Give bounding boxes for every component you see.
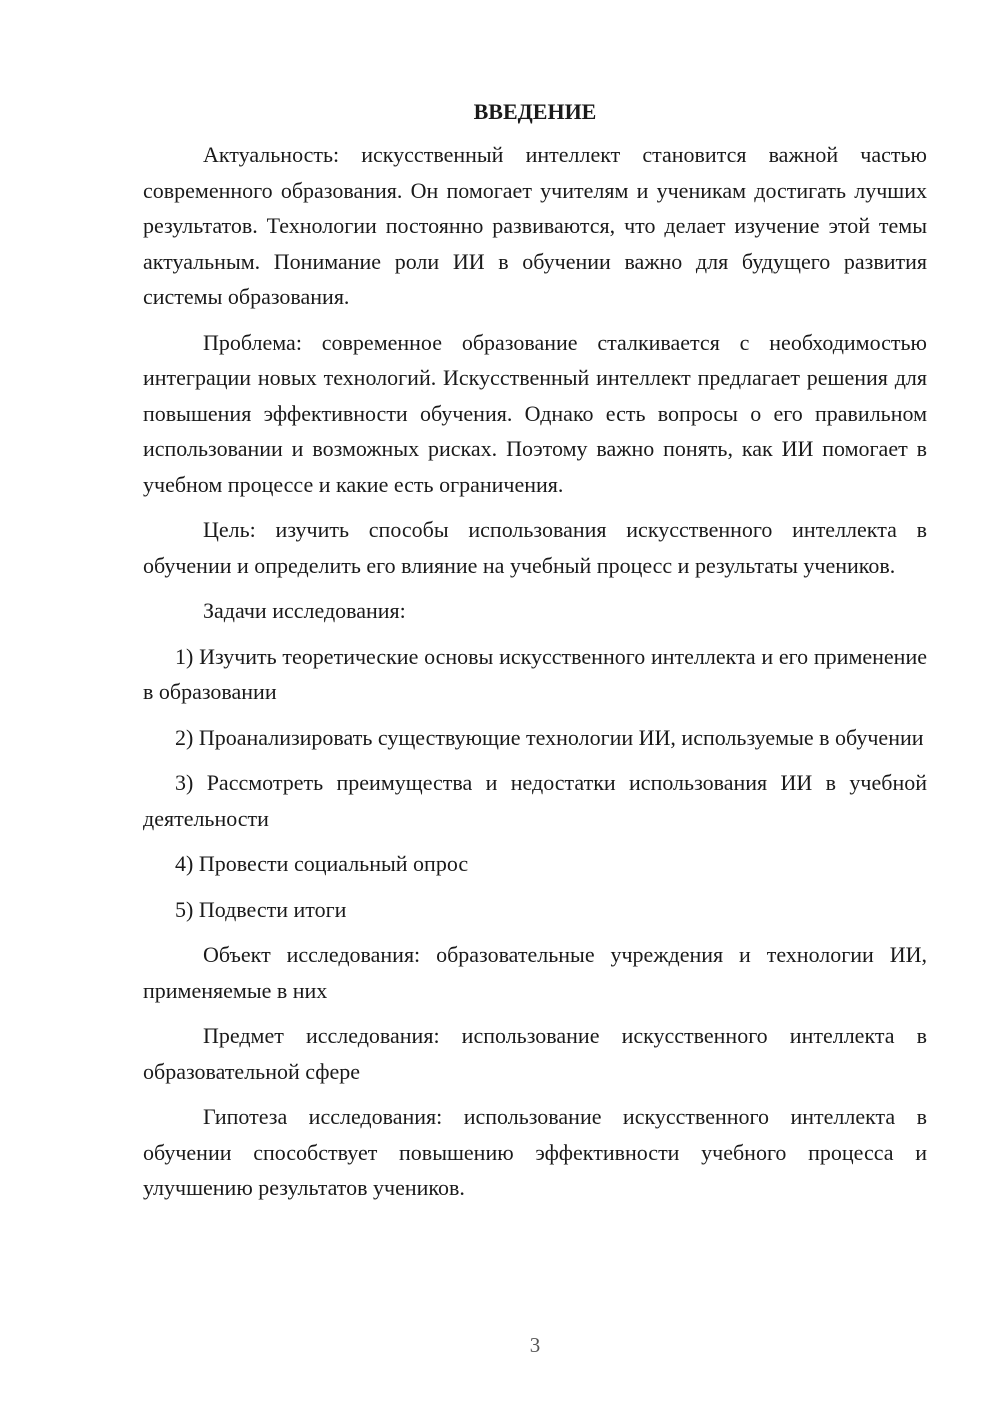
list-item: 3) Рассмотреть преимущества и недостатки использования ИИ в учебной деятельности <box>143 770 927 831</box>
list-item: 4) Провести социальный опрос <box>175 851 469 876</box>
tasks-heading: Задачи исследования: <box>203 598 406 623</box>
document-page <box>143 94 927 1216</box>
object-paragraph: Объект исследования: образовательные учреждения и технологии ИИ, применяемые в них <box>143 942 927 1003</box>
list-item: 5) Подвести итоги <box>175 896 347 922</box>
goal-paragraph: Цель: изучить способы использования искусственного интеллекта в обучении и определить его влияние на учебный процесс и результаты учеников. <box>143 517 927 578</box>
page-number: 3 <box>529 1333 541 1357</box>
hypothesis-paragraph: Гипотеза исследования: использование искусственного интеллекта в обучении способствует повышению эффективности учебного процесса и улучшению результатов учеников. <box>143 1104 927 1200</box>
subject-paragraph: Предмет исследования: использование искусственного интеллекта в образовательной сфере <box>143 1023 927 1084</box>
tasks-list <box>143 639 927 928</box>
relevance-paragraph: Актуальность: искусственный интеллект становится важной частью современного образования. Он помогает учителям и ученикам достигать лучших результатов. Технологии постоянно развиваются, что делает изучение этой темы актуальным. Понимание роли ИИ в обучении важно для будущего развития системы образования. <box>143 142 927 309</box>
page-title: ВВЕДЕНИЕ <box>473 99 597 124</box>
list-item: 1) Изучить теоретические основы искусственного интеллекта и его применение в образовании <box>143 643 927 704</box>
list-item: 2) Проанализировать существующие технологии ИИ, используемые в обучении <box>175 724 924 750</box>
problem-paragraph: Проблема: современное образование сталкивается с необходимостью интеграции новых технологий. Искусственный интеллект предлагает решения для повышения эффективности обучения. Однако есть вопросы о его правильном использовании и возможных рисках. Поэтому важно понять, как ИИ помогает в учебном процессе и какие есть ограничения. <box>143 329 927 497</box>
